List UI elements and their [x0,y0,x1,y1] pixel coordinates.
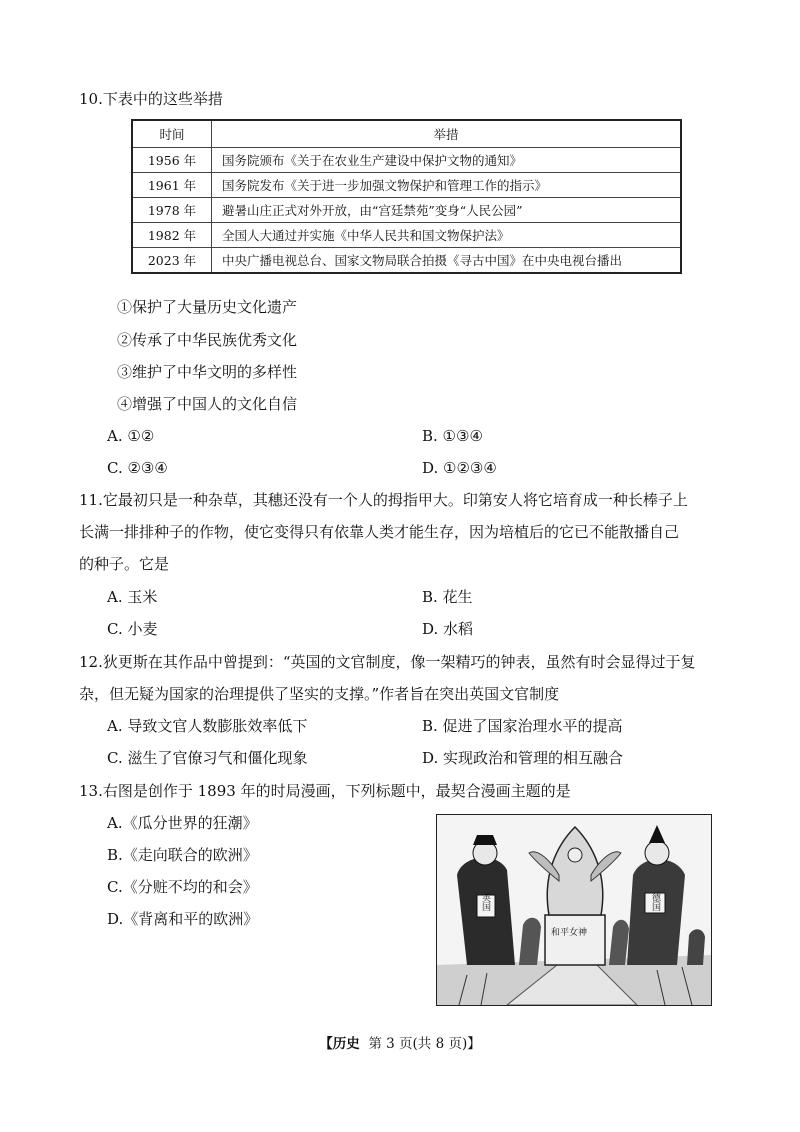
q10-statement-2: ②传承了中华民族优秀文化 [117,331,298,349]
table-row [132,198,681,223]
q11-line-3: 的种子。它是 [79,555,170,573]
table-row [132,173,681,198]
q10-option-b[interactable]: B. ①③④ [422,427,483,445]
header-time: 时间 [132,120,212,148]
row-measure: 全国人大通过并实施《中华人民共和国文物保护法》 [212,223,682,248]
row-year: 2023 年 [132,248,212,274]
q12-line-2: 杂，但无疑为国家的治理提供了坚实的支撑。”作者旨在突出英国文官制度 [79,685,560,703]
cartoon-label-center: 和平女神 [551,928,588,938]
q13-option-c[interactable]: C.《分赃不均的和会》 [107,878,258,896]
row-measure: 中央广播电视总台、国家文物局联合拍摄《寻古中国》在中央电视台播出 [212,248,682,274]
q11-line-1: 11.它最初只是一种杂草，其穗还没有一个人的拇指甲大。印第安人将它培育成一种长棒子上 [79,491,688,509]
row-year: 1956 年 [132,148,212,173]
table-row [132,248,681,274]
cartoon-label-right: 德国 [650,893,660,911]
table-row [132,148,681,173]
q13-stem: 13.右图是创作于 1893 年的时局漫画，下列标题中，最契合漫画主题的是 [79,782,571,800]
header-measure: 举措 [212,120,682,148]
q12-option-c[interactable]: C. 滋生了官僚习气和僵化现象 [107,749,308,767]
cartoon-label-left: 英国 [480,893,490,911]
row-year: 1982 年 [132,223,212,248]
q13-option-a[interactable]: A.《瓜分世界的狂潮》 [107,814,258,832]
table-header-row [132,120,681,148]
q10-option-a[interactable]: A. ①② [107,427,155,445]
q12-option-a[interactable]: A. 导致文官人数膨胀效率低下 [107,717,308,735]
q11-option-c[interactable]: C. 小麦 [107,620,158,638]
q11-line-2: 长满一排排种子的作物，使它变得只有依靠人类才能生存，因为培植后的它已不能散播自己 [79,523,680,541]
q10-statement-1: ①保护了大量历史文化遗产 [117,298,298,316]
row-year: 1961 年 [132,173,212,198]
political-cartoon [436,814,712,1006]
row-measure: 国务院颁布《关于在农业生产建设中保护文物的通知》 [212,148,682,173]
table-row [132,223,681,248]
measures-table [131,119,682,274]
q11-option-a[interactable]: A. 玉米 [107,588,158,606]
row-measure: 国务院发布《关于进一步加强文物保护和管理工作的指示》 [212,173,682,198]
row-measure: 避暑山庄正式对外开放，由“宫廷禁苑”变身“人民公园” [212,198,682,223]
row-year: 1978 年 [132,198,212,223]
q10-statement-3: ③维护了中华文明的多样性 [117,363,298,381]
q12-option-b[interactable]: B. 促进了国家治理水平的提高 [422,717,623,735]
q13-option-d[interactable]: D.《背离和平的欧洲》 [107,910,259,928]
q11-option-b[interactable]: B. 花生 [422,588,473,606]
q13-option-b[interactable]: B.《走向联合的欧洲》 [107,846,258,864]
q10-statement-4: ④增强了中国人的文化自信 [117,395,298,413]
footer-page-number: 第 3 页(共 8 页)】 [368,1036,481,1052]
q10-option-c[interactable]: C. ②③④ [107,459,168,477]
q10-stem: 10.下表中的这些举措 [79,90,223,108]
q11-option-d[interactable]: D. 水稻 [422,620,474,638]
footer-subject: 【历史 [319,1036,360,1052]
page-footer [0,1034,800,1054]
q12-option-d[interactable]: D. 实现政治和管理的相互融合 [422,749,624,767]
q12-line-1: 12.狄更斯在其作品中曾提到：“英国的文官制度，像一架精巧的钟表，虽然有时会显得过于复 [79,653,696,671]
q10-option-d[interactable]: D. ①②③④ [422,459,497,477]
